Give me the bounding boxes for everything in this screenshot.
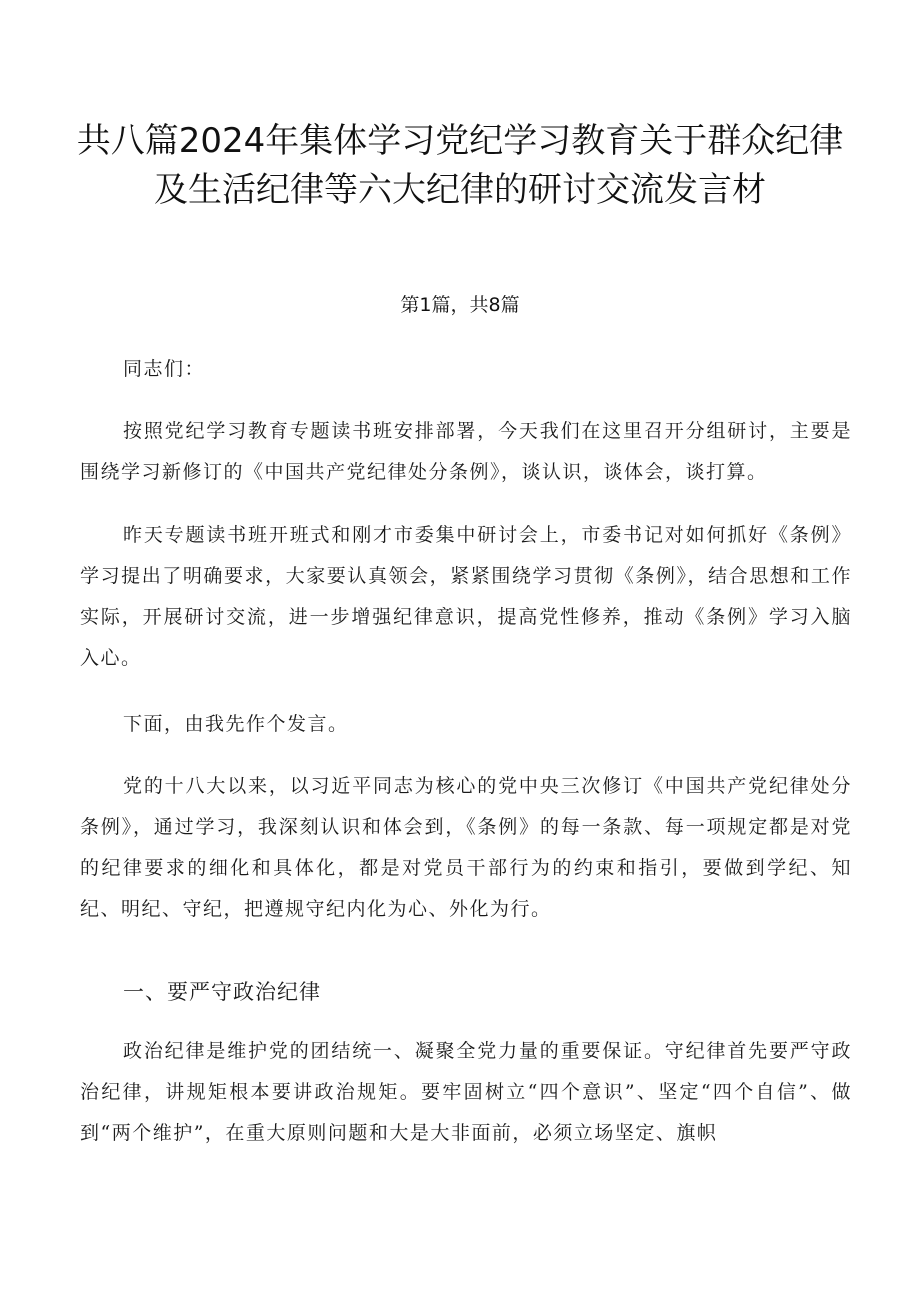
body-paragraph: 昨天专题读书班开班式和刚才市委集中研讨会上，市委书记对如何抓好《条例》学习提出了明确要求，大家要认真领会，紧紧围绕学习贯彻《条例》，结合思想和工作实际，开展研讨交流，进一步增强纪律意识，提高党性修养，推动《条例》学习入脑入心。 [80, 524, 852, 669]
document-title-line-1: 共八篇2024年集体学习党纪学习教育关于群众纪律 [76, 121, 844, 161]
section-heading: 一、要严守政治纪律 [123, 980, 321, 1004]
greeting: 同志们： [123, 358, 206, 380]
body-paragraph: 党的十八大以来，以习近平同志为核心的党中央三次修订《中国共产党纪律处分条例》，通过学习，我深刻认识和体会到，《条例》的每一条款、每一项规定都是对党的纪律要求的细化和具体化，都是对党员干部行为的约束和指引，要做到学纪、知纪、明纪、守纪，把遵规守纪内化为心、外化为行。 [80, 775, 852, 920]
document-title-line-2: 及生活纪律等六大纪律的研讨交流发言材 [154, 170, 766, 210]
part-indicator: 第1篇，共8篇 [400, 294, 520, 316]
body-paragraph: 按照党纪学习教育专题读书班安排部署，今天我们在这里召开分组研讨，主要是围绕学习新修订的《中国共产党纪律处分条例》，谈认识，谈体会，谈打算。 [80, 420, 852, 483]
body-paragraph: 下面，由我先作个发言。 [123, 713, 349, 735]
section-paragraph: 政治纪律是维护党的团结统一、凝聚全党力量的重要保证。守纪律首先要严守政治纪律，讲规矩根本要讲政治规矩。要牢固树立“四个意识”、坚定“四个自信”、做到“两个维护”，在重大原则问题和大是大非面前，必须立场坚定、旗帜 [80, 1040, 852, 1144]
